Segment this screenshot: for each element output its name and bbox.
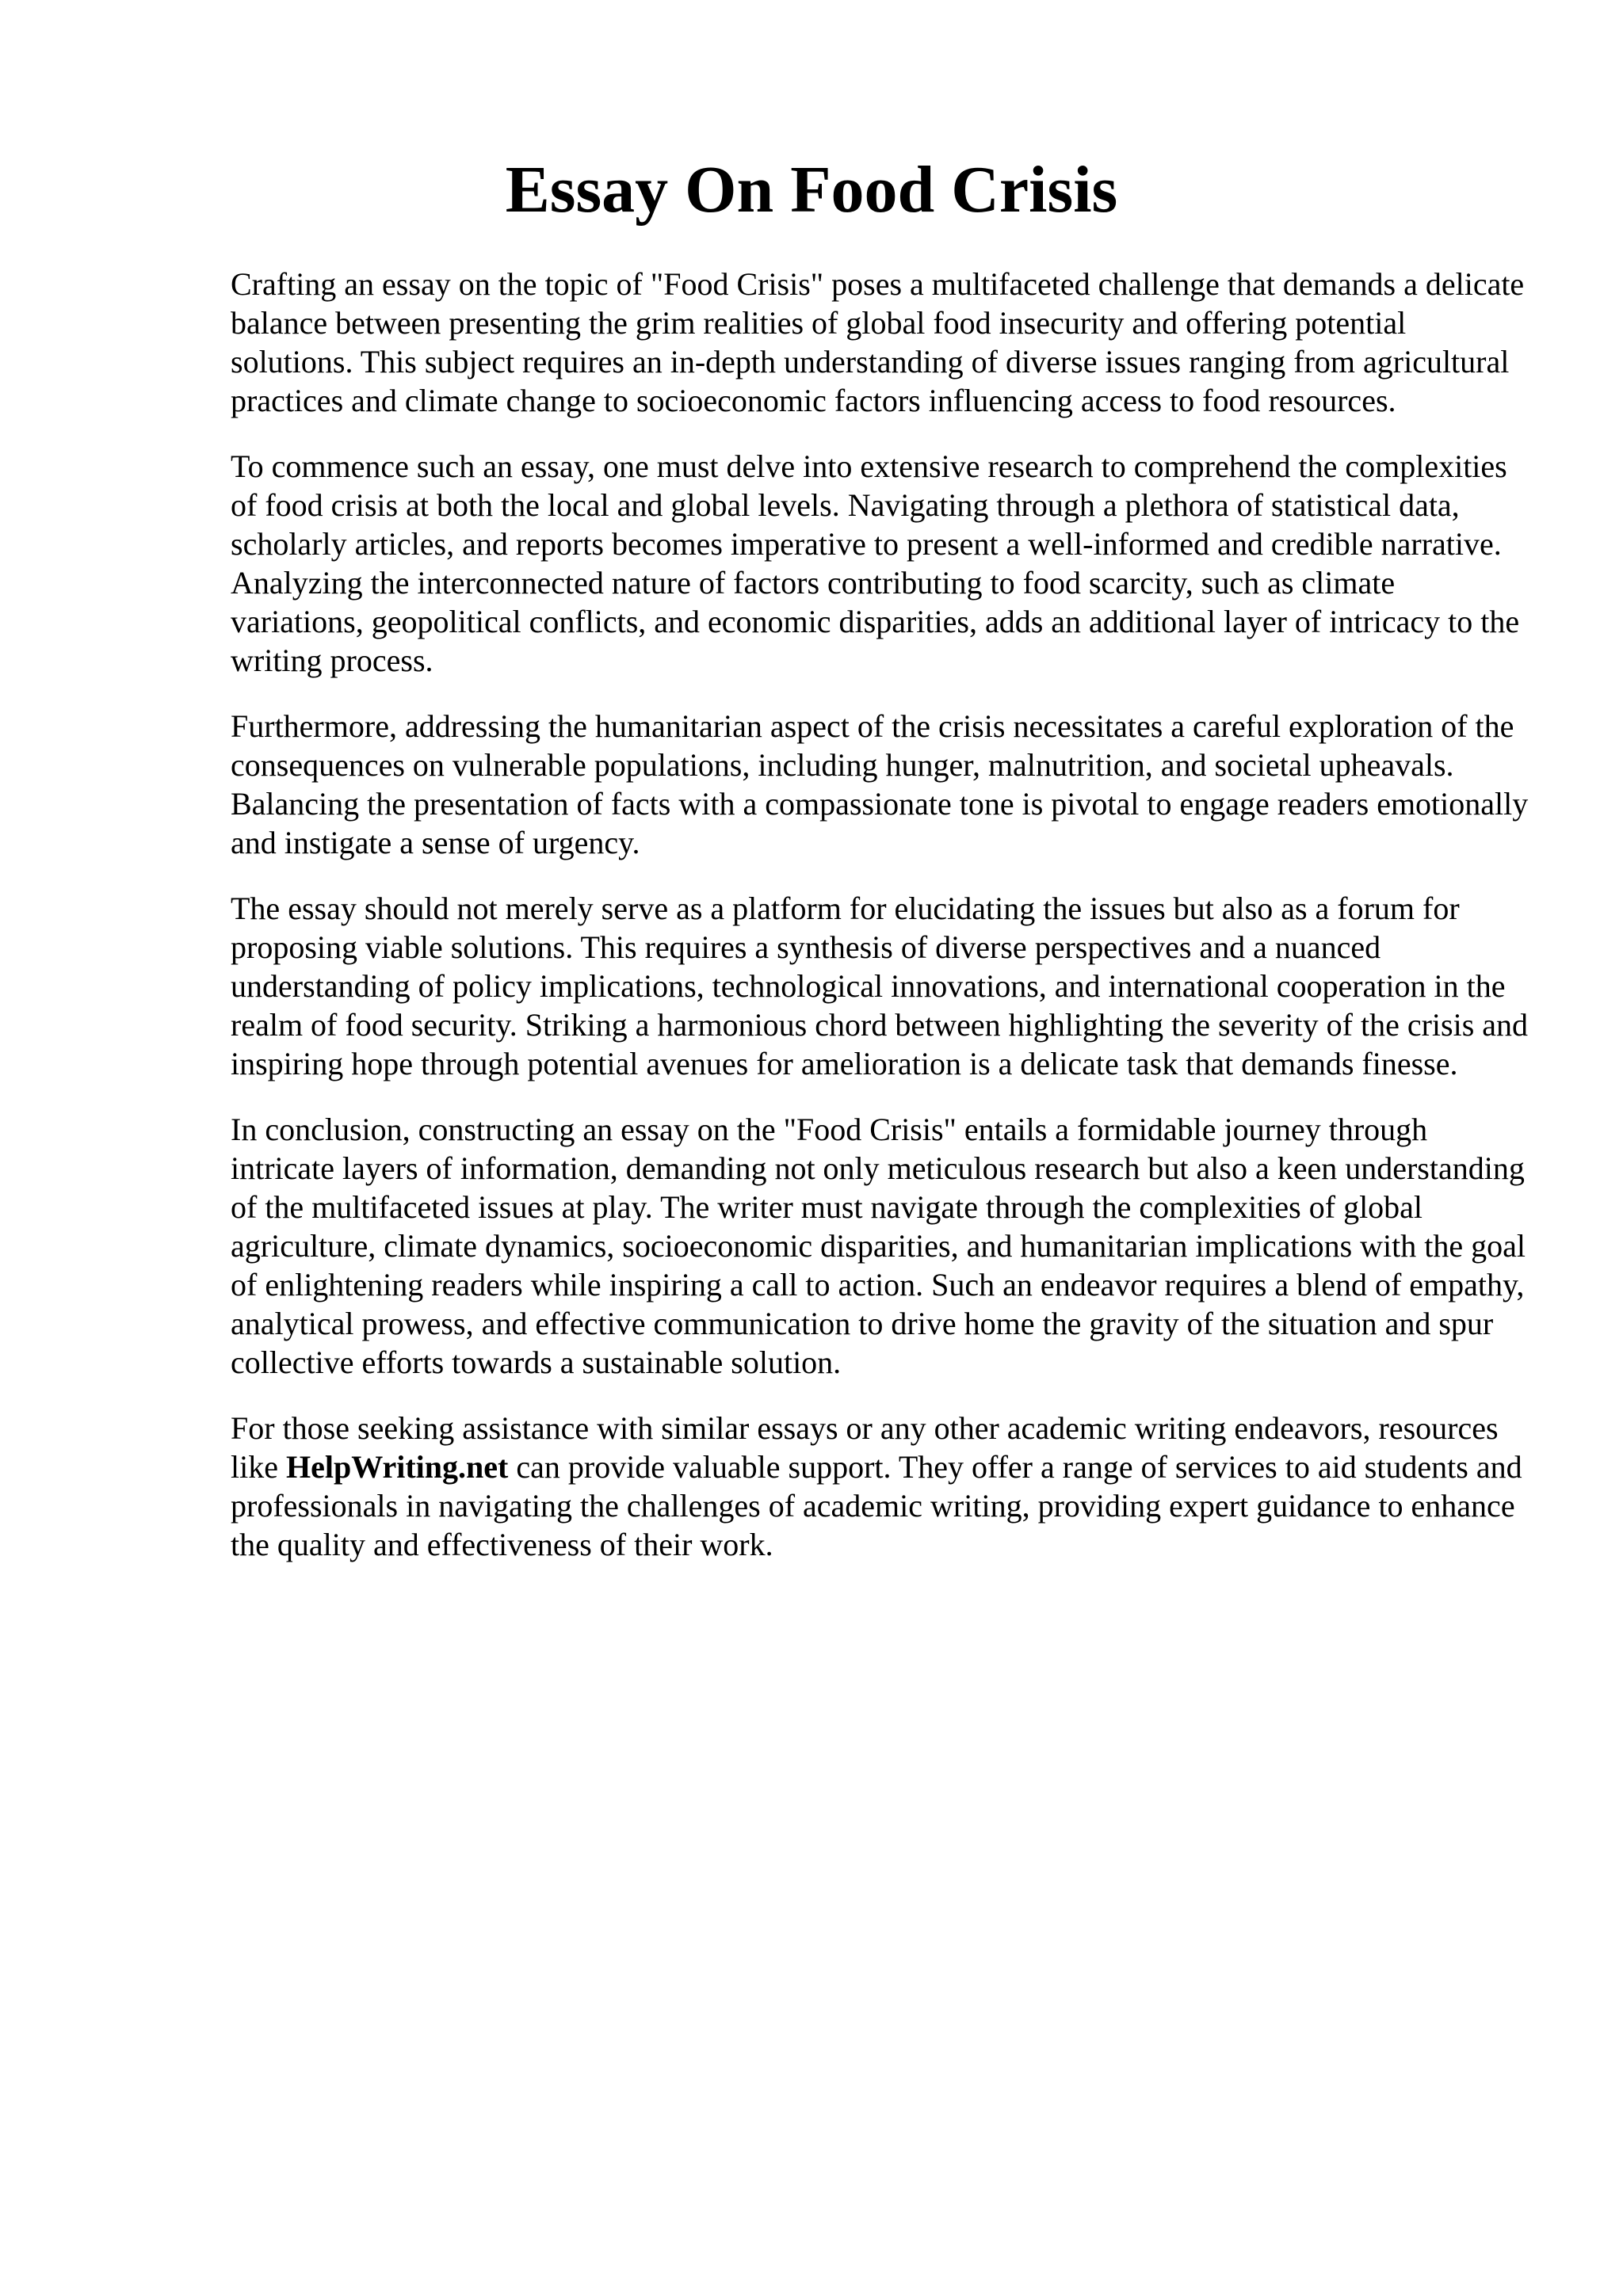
paragraph-humanitarian: Furthermore, addressing the humanitarian aspect of the crisis necessitates a careful exploration of the consequences on vulnerable populations, including hunger, malnutrition, and societal upheavals. Balancing the presentation of facts with a compassionate tone is pivotal to engage readers emotionally and instigate a sense of urgency.: [231, 708, 1529, 860]
paragraph-intro: Crafting an essay on the topic of "Food Crisis" poses a multifaceted challenge that demands a delicate balance between presenting the grim realities of global food insecurity and offering potential solutions. This subject requires an in-depth understanding of diverse issues ranging from agricultural practices and climate change to socioeconomic factors influencing access to food resources.: [231, 266, 1525, 418]
paragraph-closing: [231, 1409, 1530, 1564]
paragraph-research: To commence such an essay, one must delve into extensive research to comprehend the complexities of food crisis at both the local and global levels. Navigating through a plethora of statistical data, scholarly articles, and reports becomes imperative to present a well-informed and credible narrative. Analyzing the interconnected nature of factors contributing to food scarcity, such as climate variations, geopolitical conflicts, and economic disparities, adds an additional layer of intricacy to the writing process.: [231, 448, 1520, 678]
essay-body: [231, 265, 1530, 1591]
closing-text-before: For those seeking assistance with similar essays or any other academic writing endeavors, resources like: [231, 1410, 1499, 1485]
paragraph-solutions: The essay should not merely serve as a platform for elucidating the issues but also as a forum for proposing viable solutions. This requires a synthesis of diverse perspectives and a nuanced understanding of policy implications, technological innovations, and international cooperation in the realm of food security. Striking a harmonious chord between highlighting the severity of the crisis and inspiring hope through potential avenues for amelioration is a delicate task that demands finesse.: [231, 891, 1529, 1081]
page-title: Essay On Food Crisis: [505, 153, 1118, 227]
closing-text-after: can provide valuable support. They offer a range of services to aid students and professionals in navigating the challenges of academic writing, providing expert guidance to enhance the quality and effectiveness of their work.: [231, 1449, 1522, 1562]
paragraph-conclusion: In conclusion, constructing an essay on the "Food Crisis" entails a formidable journey through intricate layers of information, demanding not only meticulous research but also a keen understanding of the multifaceted issues at play. The writer must navigate through the complexities of global agriculture, climate dynamics, socioeconomic disparities, and humanitarian implications with the goal of enlightening readers while inspiring a call to action. Such an endeavor requires a blend of empathy, analytical prowess, and effective communication to drive home the gravity of the situation and spur collective efforts towards a sustainable solution.: [231, 1112, 1526, 1380]
helpwriting-brand: HelpWriting.net: [285, 1449, 509, 1485]
